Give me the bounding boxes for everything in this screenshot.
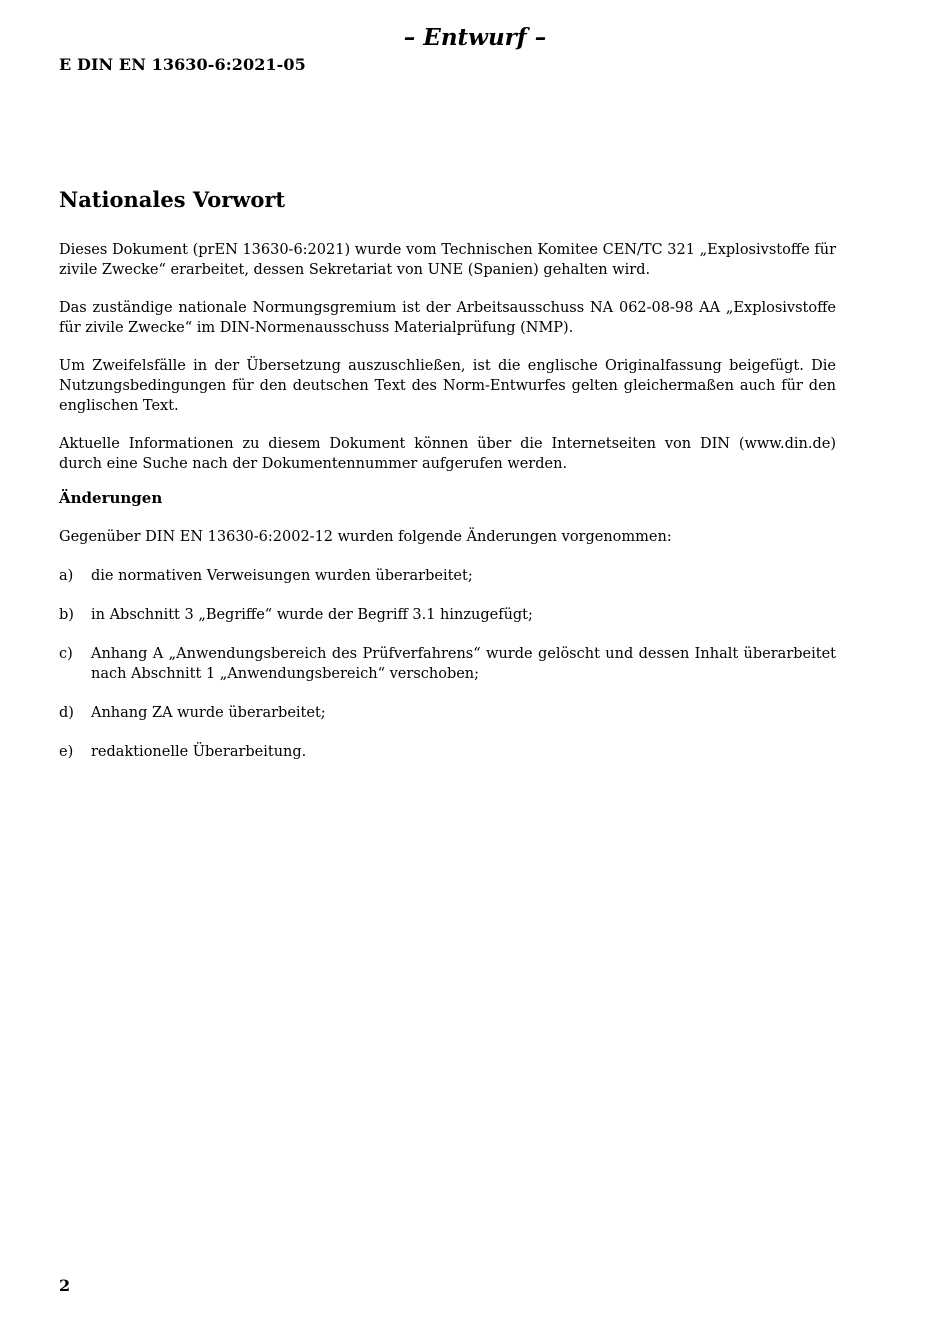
foreword-paragraph-national-body: Das zuständige nationale Normungsgremium ist der Arbeitsausschuss NA 062-08-98 AA „Explosivstoffe für zivile Zwecke“ im DIN-Normenausschuss Materialprüfung (NMP). bbox=[59, 300, 836, 337]
list-item-marker: c) bbox=[59, 646, 73, 663]
foreword-section bbox=[59, 187, 836, 781]
list-item-text: Anhang A „Anwendungsbereich des Prüfverfahrens“ wurde gelöscht und dessen Inhalt überarbeitet nach Abschnitt 1 „Anwendungsbereich“ verschoben; bbox=[91, 646, 836, 683]
list-item-marker: e) bbox=[59, 744, 74, 761]
foreword-paragraph-translation: Um Zweifelsfälle in der Übersetzung auszuschließen, ist die englische Originalfassung beigefügt. Die Nutzungsbedingungen für den deutschen Text des Norm-Entwurfes gelten gleichermaßen auch für den englischen Text. bbox=[59, 358, 836, 415]
foreword-paragraph-committee: Dieses Dokument (prEN 13630-6:2021) wurde vom Technischen Komitee CEN/TC 321 „Explosivstoffe für zivile Zwecke“ erarbeitet, dessen Sekretariat von UNE (Spanien) gehalten wird. bbox=[59, 242, 836, 279]
changes-heading: Änderungen bbox=[59, 489, 163, 508]
list-item-marker: a) bbox=[59, 568, 74, 585]
changes-list bbox=[59, 566, 836, 762]
foreword-paragraph-information: Aktuelle Informationen zu diesem Dokument können über die Internetseiten von DIN (www.din.de) durch eine Suche nach der Dokumentennummer aufgerufen werden. bbox=[59, 436, 836, 473]
draft-watermark-heading: – Entwurf – bbox=[403, 24, 547, 51]
changes-intro: Gegenüber DIN EN 13630-6:2002-12 wurden folgende Änderungen vorgenommen: bbox=[59, 529, 672, 546]
list-item-text: die normativen Verweisungen wurden überarbeitet; bbox=[91, 568, 473, 585]
list-item-marker: b) bbox=[59, 607, 74, 624]
list-item bbox=[59, 742, 836, 762]
list-item-text: in Abschnitt 3 „Begriffe“ wurde der Begriff 3.1 hinzugefügt; bbox=[91, 607, 533, 624]
document-identifier: E DIN EN 13630-6:2021-05 bbox=[59, 55, 306, 74]
list-item-text: redaktionelle Überarbeitung. bbox=[91, 744, 307, 761]
list-item-text: Anhang ZA wurde überarbeitet; bbox=[91, 705, 326, 722]
page-number: 2 bbox=[59, 1276, 71, 1295]
section-title: Nationales Vorwort bbox=[59, 187, 286, 212]
list-item bbox=[59, 644, 836, 684]
list-item-marker: d) bbox=[59, 705, 74, 722]
list-item bbox=[59, 703, 836, 723]
list-item bbox=[59, 605, 836, 625]
list-item bbox=[59, 566, 836, 586]
